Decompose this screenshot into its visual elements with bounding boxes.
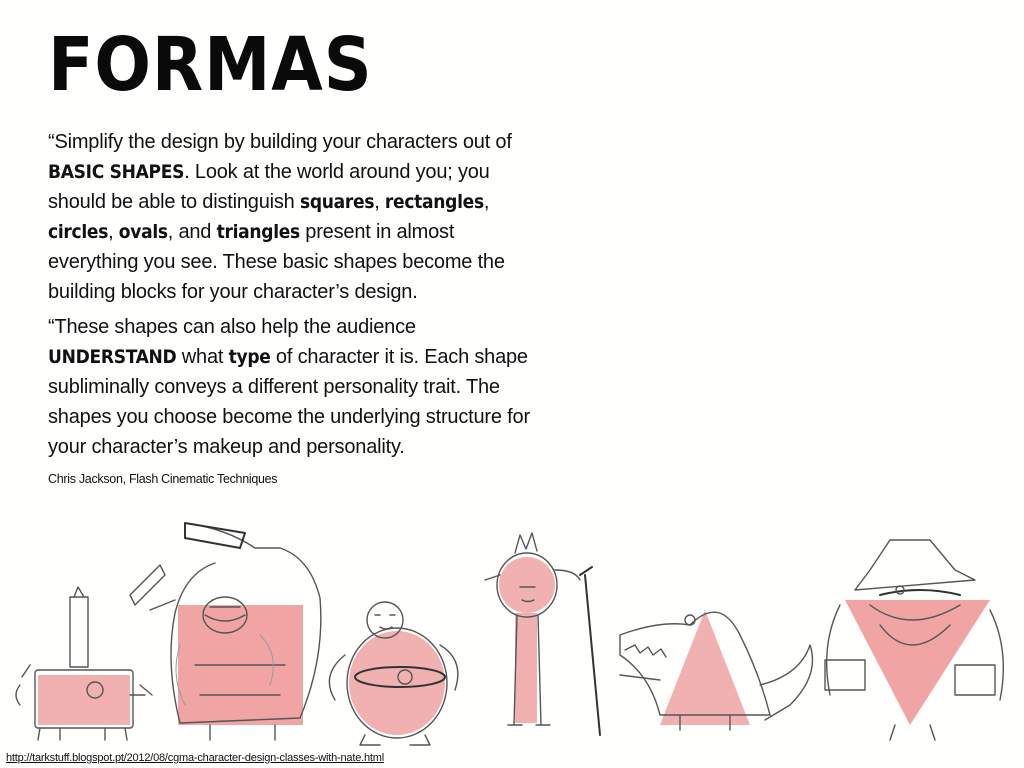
emphasis-text: circles [48,221,109,243]
quote-text: , [483,191,490,213]
emphasis-text: BASIC SHAPES [48,161,185,183]
emphasis-text: UNDERSTAND [48,346,177,368]
quote-text: , [108,221,119,243]
quote-paragraph-1 [48,127,548,307]
quote-citation: Chris Jackson, Flash Cinematic Techniques [48,472,278,486]
quote-text: of character it is. Each shape subliminally conveys a different personality trait. The shapes you choose become the underlying structure for your character’s makeup and personality. [48,346,530,458]
emphasis-text: type [228,346,271,368]
emphasis-text: squares [299,191,375,213]
slide-title: FORMAS [48,22,373,108]
quote-text: “Simplify the design by building your characters out of [48,131,512,153]
character-square-small [16,587,152,740]
character-sketches-illustration [0,515,1024,750]
quote-text: , [374,191,385,213]
character-square-large [130,523,321,740]
quote-text: “These shapes can also help the audience [48,316,416,338]
character-circle-tall [485,533,600,735]
quote-text: what [176,346,229,368]
quote-text: , and [167,221,217,243]
character-oval [329,602,457,745]
emphasis-text: triangles [216,221,300,243]
quote-text: . Look at the world around you; you should be able to distinguish [48,161,490,213]
emphasis-text: ovals [118,221,168,243]
quote-paragraph-2 [48,312,548,462]
emphasis-text: rectangles [384,191,484,213]
source-link[interactable]: http://tarkstuff.blogspot.pt/2012/08/cgma-character-design-classes-with-nate.html [6,752,384,764]
character-triangle-croc [620,610,813,730]
character-triangle-pirate [825,540,1003,740]
quote-text: present in almost everything you see. These basic shapes become the building blocks for your character’s design. [48,221,505,303]
